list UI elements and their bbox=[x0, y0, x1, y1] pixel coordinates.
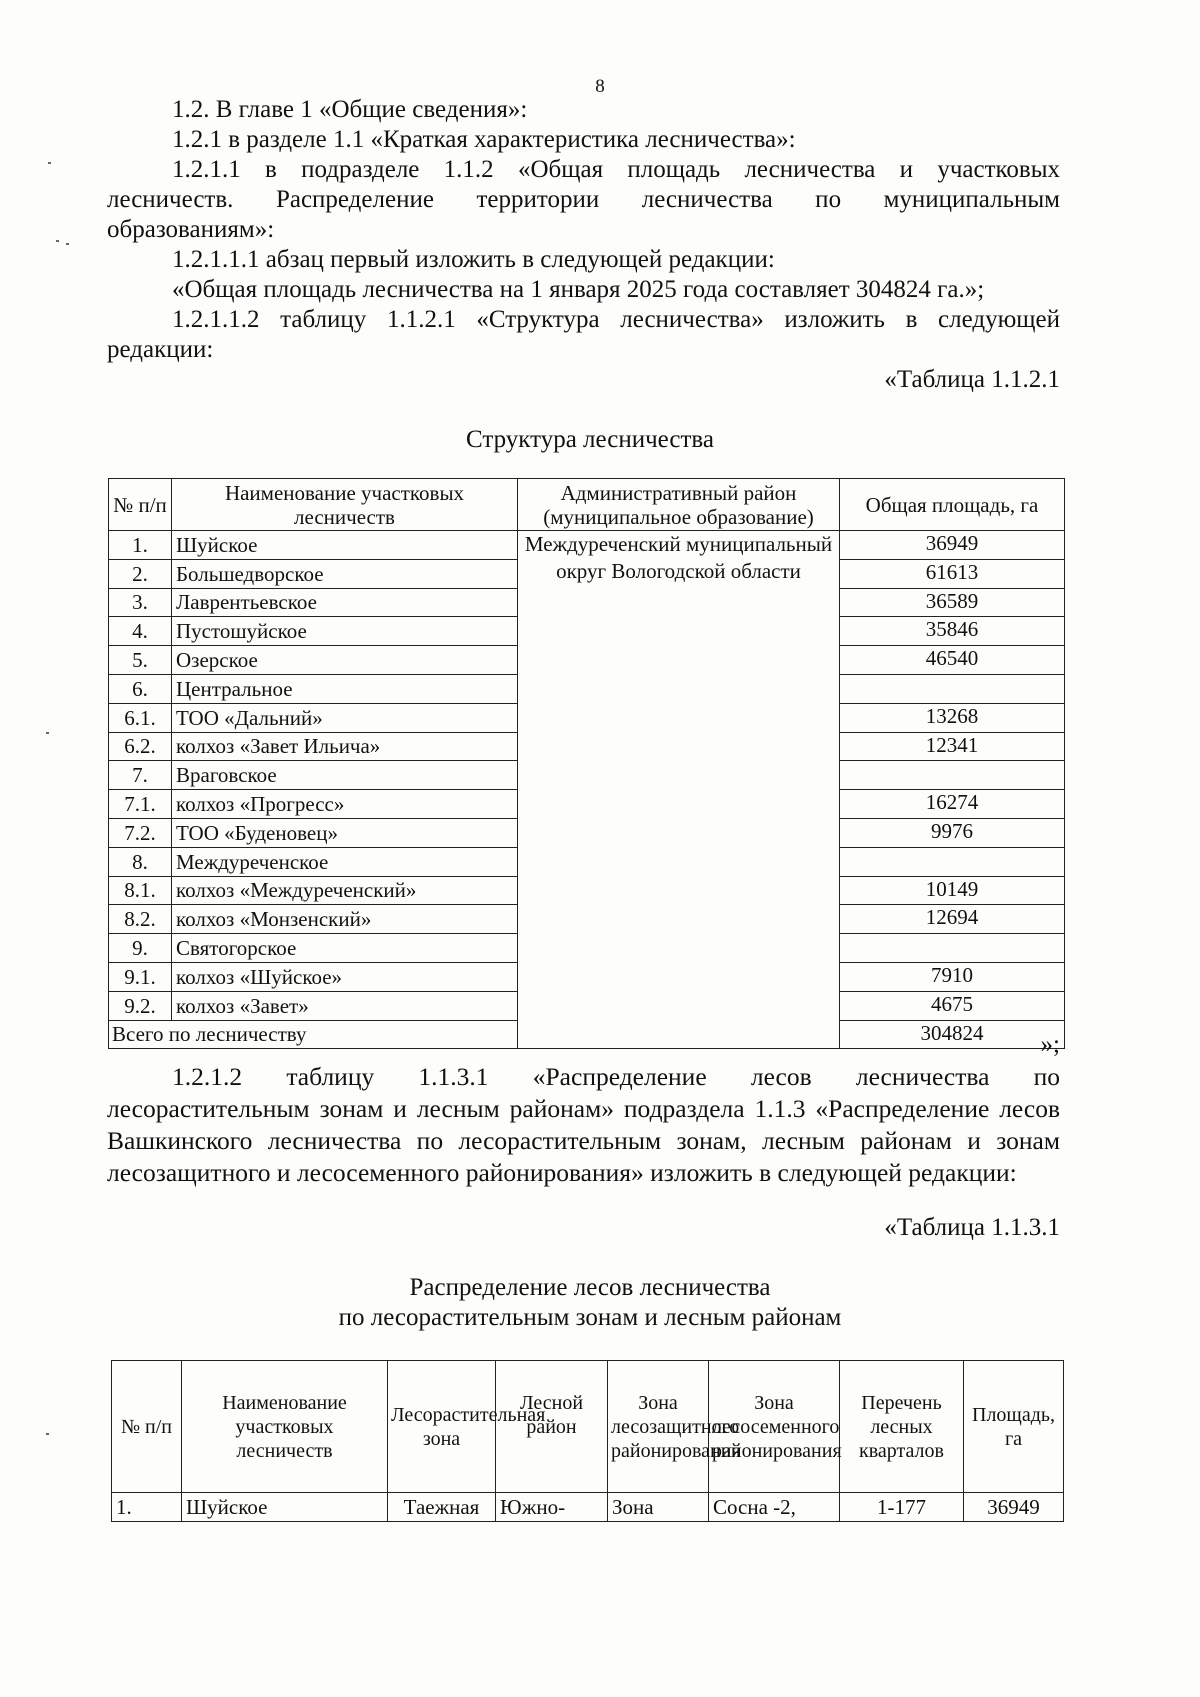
row-quarters: 1-177 bbox=[840, 1493, 964, 1522]
row-area bbox=[840, 934, 1065, 963]
row-area: 36949 bbox=[840, 531, 1065, 560]
paragraph-1-2-1-2-line2: лесорастительным зонам и лесным районам» подраздела 1.1.3 «Распределение лесов bbox=[107, 1094, 1060, 1123]
row-name: Пустошуйское bbox=[172, 617, 518, 646]
table1-header-name: Наименование участковых лесничеств bbox=[172, 479, 518, 531]
row-num: 7.2. bbox=[109, 818, 172, 847]
row-num: 6.1. bbox=[109, 703, 172, 732]
row-area: 16274 bbox=[840, 790, 1065, 819]
row-area: 35846 bbox=[840, 617, 1065, 646]
row-area: 13268 bbox=[840, 703, 1065, 732]
paragraph-1-2-1-1-line3: образованиям»: bbox=[107, 216, 275, 243]
scan-speck bbox=[46, 1433, 49, 1435]
row-num: 5. bbox=[109, 646, 172, 675]
total-label: Всего по лесничеству bbox=[109, 1020, 518, 1049]
row-name: колхоз «Завет Ильича» bbox=[172, 732, 518, 761]
table2-header-protect-zone: Зона лесозащитного районирования bbox=[608, 1361, 709, 1493]
row-area: 7910 bbox=[840, 962, 1065, 991]
table1-title: Структура лесничества bbox=[466, 426, 714, 453]
row-num: 7.1. bbox=[109, 790, 172, 819]
table2-header-num: № п/п bbox=[112, 1361, 182, 1493]
table2-header-name: Наименование участковых лесничеств bbox=[182, 1361, 388, 1493]
row-name: Шуйское bbox=[182, 1493, 388, 1522]
table-row bbox=[112, 1493, 1064, 1522]
row-num: 8. bbox=[109, 847, 172, 876]
row-name: ТОО «Дальний» bbox=[172, 703, 518, 732]
row-num: 1. bbox=[109, 531, 172, 560]
row-num: 6. bbox=[109, 674, 172, 703]
scan-speck bbox=[46, 732, 49, 734]
table2-header-quarters: Перечень лесных кварталов bbox=[840, 1361, 964, 1493]
table-row bbox=[109, 531, 1065, 560]
row-forest-district: Южно- bbox=[496, 1493, 608, 1522]
row-name: Озерское bbox=[172, 646, 518, 675]
paragraph-1-2-1-2-line4: лесозащитного и лесосеменного районирования» изложить в следующей редакции: bbox=[107, 1158, 1017, 1187]
table1-header-num: № п/п bbox=[109, 479, 172, 531]
row-area: 12341 bbox=[840, 732, 1065, 761]
paragraph-1-2-1-1-1: 1.2.1.1.1 абзац первый изложить в следующей редакции: bbox=[172, 246, 775, 273]
row-name: колхоз «Завет» bbox=[172, 991, 518, 1020]
scan-speck bbox=[48, 162, 51, 164]
row-area: 36949 bbox=[964, 1493, 1064, 1522]
district-cell: Междуреченский муниципальный округ Вологодской области bbox=[518, 531, 840, 1049]
row-seed-zone: Сосна -2, bbox=[709, 1493, 840, 1522]
row-name: Шуйское bbox=[172, 531, 518, 560]
row-name: колхоз «Шуйское» bbox=[172, 962, 518, 991]
paragraph-1-2-1-1-line2: лесничеств. Распределение территории лесничества по муниципальным bbox=[107, 186, 1060, 213]
table2-title-line2: по лесорастительным зонам и лесным районам bbox=[338, 1304, 842, 1331]
row-area: 9976 bbox=[840, 818, 1065, 847]
row-name: Святогорское bbox=[172, 934, 518, 963]
row-num: 9. bbox=[109, 934, 172, 963]
table2-reference: «Таблица 1.1.3.1 bbox=[884, 1214, 1060, 1241]
row-area: 46540 bbox=[840, 646, 1065, 675]
row-name: ТОО «Буденовец» bbox=[172, 818, 518, 847]
forestry-structure-table bbox=[108, 478, 1065, 1049]
row-num: 3. bbox=[109, 588, 172, 617]
paragraph-1-2-1-1-2-line2: редакции: bbox=[107, 336, 214, 363]
row-num: 8.1. bbox=[109, 876, 172, 905]
row-area: 61613 bbox=[840, 559, 1065, 588]
scan-speck bbox=[56, 240, 59, 242]
row-num: 9.2. bbox=[109, 991, 172, 1020]
row-name: Враговское bbox=[172, 761, 518, 790]
page-number: 8 bbox=[595, 76, 605, 97]
paragraph-total-area: «Общая площадь лесничества на 1 января 2025 года составляет 304824 га.»; bbox=[172, 276, 985, 303]
row-name: колхоз «Прогресс» bbox=[172, 790, 518, 819]
table1-close: »; bbox=[1040, 1031, 1060, 1058]
row-area bbox=[840, 761, 1065, 790]
row-num: 2. bbox=[109, 559, 172, 588]
row-area: 10149 bbox=[840, 876, 1065, 905]
table2-header-seed-zone: Зона лесосеменного районирования bbox=[709, 1361, 840, 1493]
row-num: 8.2. bbox=[109, 905, 172, 934]
row-zone: Таежная bbox=[388, 1493, 496, 1522]
table2-header-area: Площадь, га bbox=[964, 1361, 1064, 1493]
table2-title-line1: Распределение лесов лесничества bbox=[409, 1274, 771, 1301]
row-num: 7. bbox=[109, 761, 172, 790]
scan-speck bbox=[66, 243, 69, 245]
paragraph-1-2-1-1-2-line1: 1.2.1.1.2 таблицу 1.1.2.1 «Структура лесничества» изложить в следующей bbox=[172, 306, 1060, 333]
row-num: 4. bbox=[109, 617, 172, 646]
row-protect-zone: Зона bbox=[608, 1493, 709, 1522]
row-area: 36589 bbox=[840, 588, 1065, 617]
forest-distribution-table bbox=[111, 1360, 1064, 1522]
row-name: Междуреченское bbox=[172, 847, 518, 876]
paragraph-1-2-1-1-line1: 1.2.1.1 в подразделе 1.1.2 «Общая площадь лесничества и участковых bbox=[172, 156, 1060, 183]
paragraph-1-2-1-2-line1: 1.2.1.2 таблицу 1.1.3.1 «Распределение лесов лесничества по bbox=[172, 1062, 1060, 1091]
row-name: колхоз «Монзенский» bbox=[172, 905, 518, 934]
row-num: 1. bbox=[112, 1493, 182, 1522]
table1-header-area: Общая площадь, га bbox=[840, 479, 1065, 531]
row-area bbox=[840, 847, 1065, 876]
total-value: 304824 bbox=[840, 1020, 1065, 1049]
table1-header-district: Административный район (муниципальное образование) bbox=[518, 479, 840, 531]
row-name: Большедворское bbox=[172, 559, 518, 588]
row-name: Центральное bbox=[172, 674, 518, 703]
row-area: 12694 bbox=[840, 905, 1065, 934]
table2-header-forest-district: Лесной район bbox=[496, 1361, 608, 1493]
table2-header-zone: Лесорастительная зона bbox=[388, 1361, 496, 1493]
paragraph-1-2-1-2-line3: Вашкинского лесничества по лесорастительным зонам, лесным районам и зонам bbox=[107, 1126, 1060, 1155]
row-num: 6.2. bbox=[109, 732, 172, 761]
paragraph-1-2-1: 1.2.1 в разделе 1.1 «Краткая характеристика лесничества»: bbox=[172, 126, 796, 153]
row-num: 9.1. bbox=[109, 962, 172, 991]
row-area bbox=[840, 674, 1065, 703]
row-name: Лаврентьевское bbox=[172, 588, 518, 617]
table1-reference: «Таблица 1.1.2.1 bbox=[884, 366, 1060, 393]
row-name: колхоз «Междуреченский» bbox=[172, 876, 518, 905]
row-area: 4675 bbox=[840, 991, 1065, 1020]
paragraph-1-2: 1.2. В главе 1 «Общие сведения»: bbox=[172, 96, 528, 123]
